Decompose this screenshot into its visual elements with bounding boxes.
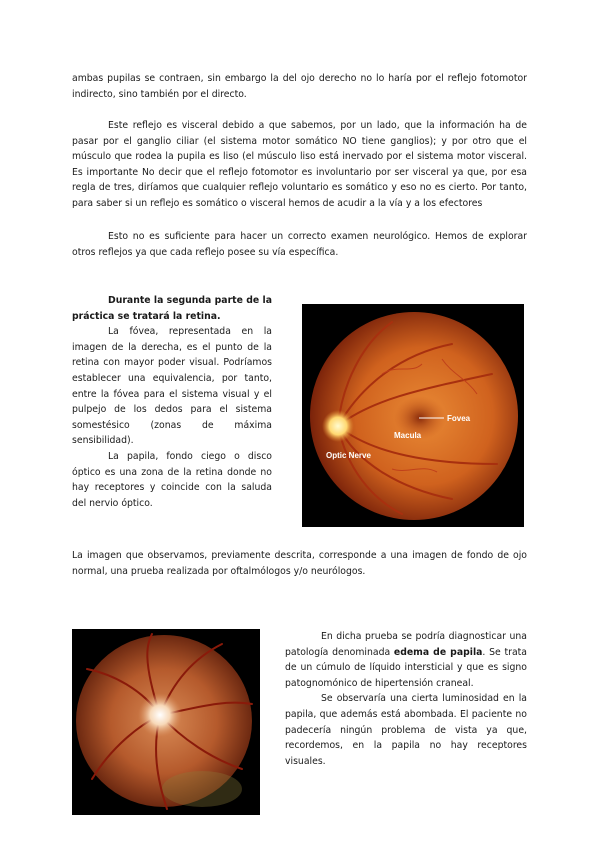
fundus-edema-image [72,629,260,815]
edema-text-column [285,629,527,769]
paragraph-neuro-exam: Esto no es suficiente para hacer un correcto examen neurológico. Hemos de explorar otros reflejos ya que cada reflejo posee su vía específica. [72,231,527,258]
edema-text-before: En dicha prueba se podría diagnosticar una patología denominada [285,631,527,658]
paragraph-visceral-reflex: Este reflejo es visceral debido a que sabemos, por un lado, que la información ha de pasar por el ganglio ciliar (el sistema motor somático NO tiene ganglios); y por otro que el músculo que rodea la pupila es liso (el músculo liso está inervado por el sistema motor visceral. Es importante No decir que el reflejo fotomotor es involuntario por ser visceral ya que, por esa regla de tres, diríamos que cualquier reflejo voluntario es somático y eso no es cierto. Por tanto, para saber si un reflejo es somático o visceral hemos de acudir a la vía y a los efectores [72,120,527,209]
paragraph-pupils: ambas pupilas se contraen, sin embargo la del ojo derecho no lo haría por el reflejo fotomotor indirecto, sino también por el directo. [72,73,527,100]
fundus-normal-image [302,304,524,527]
label-optic-nerve: Optic Nerve [326,451,371,460]
retina-heading: Durante la segunda parte de la práctica se tratará la retina. [72,295,272,322]
paragraph-papila: La papila, fondo ciego o disco óptico es una zona de la retina donde no hay receptores y coincide con la saluda del nervio óptico. [72,450,272,509]
retina-text-column [72,293,272,511]
paragraph-edema [285,629,527,691]
edema-term: edema de papila [393,646,483,658]
edema-text-after: . Se trata de un cúmulo de líquido intersticial y que es signo patognomónico de hipertensión craneal. [285,646,527,689]
paragraph-luminosity: Se observaría una cierta luminosidad en la papila, que además está abombada. El paciente no padecería ningún problema de vista ya que, recordemos, en la papila no hay receptores visuales. [285,693,527,767]
label-macula: Macula [394,431,422,440]
label-fovea: Fovea [447,414,471,423]
paragraph-fundus-description: La imagen que observamos, previamente descrita, corresponde a una imagen de fondo de ojo normal, una prueba realizada por oftalmólogos y/o neurólogos. [72,550,527,577]
paragraph-fovea: La fóvea, representada en la imagen de la derecha, es el punto de la retina con mayor poder visual. Podríamos establecer una equivalencia, por tanto, entre la fóvea para el sistema visual y el pulpejo de los dedos para el sistema somestésico (zonas de máxima sensibilidad). [72,326,272,447]
